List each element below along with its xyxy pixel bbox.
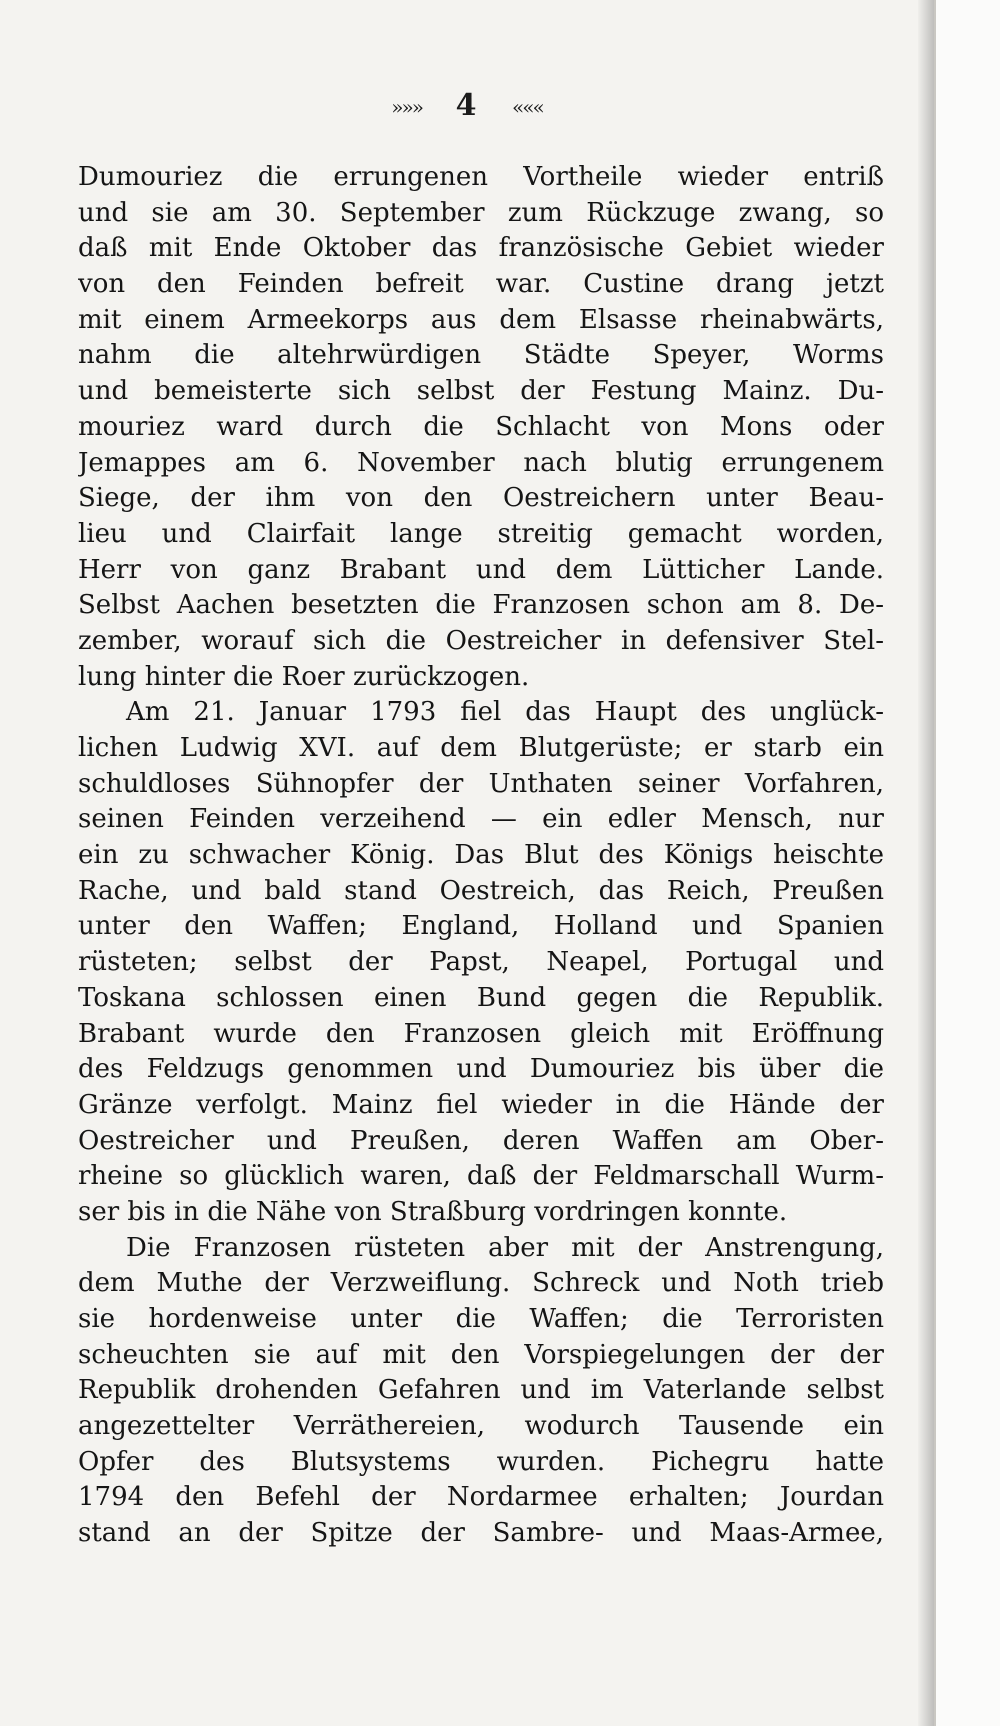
text-line: lung hinter die Roer zurückzogen.	[78, 661, 530, 692]
text-line: ein zu schwacher König. Das Blut des Königs heischte	[78, 840, 884, 871]
text-line: schuldloses Sühnopfer der Unthaten seiner Vorfahren,	[78, 768, 884, 799]
text-line: unter den Waffen; England, Holland und Spanien	[78, 911, 884, 942]
text-line: Toskana schlossen einen Bund gegen die Republik.	[78, 982, 884, 1013]
text-line: rheine so glücklich waren, daß der Feldmarschall Wurm-	[78, 1161, 884, 1192]
text-line: 1794 den Befehl der Nordarmee erhalten; Jourdan	[78, 1482, 884, 1513]
text-line: angezettelter Verräthereien, wodurch Tausende ein	[78, 1411, 884, 1442]
ornament-left: »»»	[391, 95, 423, 119]
text-line: zember, worauf sich die Oestreicher in defensiver Stel-	[78, 625, 884, 656]
text-line: rüsteten; selbst der Papst, Neapel, Portugal und	[78, 947, 884, 978]
text-line: Am 21. Januar 1793 fiel das Haupt des unglück-	[126, 697, 884, 728]
text-line: Rache, und bald stand Oestreich, das Reich, Preußen	[78, 875, 884, 906]
text-line: Herr von ganz Brabant und dem Lütticher Lande.	[78, 554, 884, 585]
text-line: lichen Ludwig XVI. auf dem Blutgerüste; er starb ein	[78, 733, 884, 763]
ornament-right: «««	[511, 95, 543, 119]
text-line: stand an der Spitze der Sambre- und Maas-Armee,	[78, 1518, 884, 1549]
text-line: von den Feinden befreit war. Custine drang jetzt	[78, 269, 884, 300]
text-line: Republik drohenden Gefahren und im Vaterlande selbst	[78, 1375, 884, 1406]
text-line: nahm die altehrwürdigen Städte Speyer, Worms	[78, 340, 884, 371]
text-line: Die Franzosen rüsteten aber mit der Anstrengung,	[126, 1232, 884, 1263]
text-line: Oestreicher und Preußen, deren Waffen am Ober-	[78, 1125, 884, 1156]
text-line: mit einem Armeekorps aus dem Elsasse rheinabwärts,	[78, 304, 884, 335]
text-line: Dumouriez die errungenen Vortheile wieder entriß	[78, 162, 884, 192]
page-header	[0, 88, 934, 123]
text-line: des Feldzugs genommen und Dumouriez bis über die	[78, 1054, 884, 1085]
text-line: Siege, der ihm von den Oestreichern unter Beau-	[78, 483, 884, 514]
text-line: Selbst Aachen besetzten die Franzosen schon am 8. De-	[78, 590, 884, 621]
body-text	[78, 160, 884, 1552]
text-line: dem Muthe der Verzweiflung. Schreck und Noth trieb	[78, 1268, 884, 1299]
text-line: und sie am 30. September zum Rückzuge zwang, so	[78, 197, 884, 228]
text-line: scheuchten sie auf mit den Vorspiegelungen der der	[78, 1339, 884, 1370]
text-line: Gränze verfolgt. Mainz fiel wieder in die Hände der	[78, 1089, 884, 1120]
text-line: ser bis in die Nähe von Straßburg vordringen konnte.	[78, 1196, 788, 1227]
text-line: sie hordenweise unter die Waffen; die Terroristen	[78, 1304, 884, 1334]
text-line: lieu und Clairfait lange streitig gemacht worden,	[78, 518, 884, 549]
adjacent-page-edge	[934, 0, 1000, 1726]
page-edge-shadow	[918, 0, 934, 1726]
text-line: Brabant wurde den Franzosen gleich mit Eröffnung	[78, 1018, 884, 1049]
text-line: mouriez ward durch die Schlacht von Mons oder	[78, 411, 884, 442]
text-line: und bemeisterte sich selbst der Festung Mainz. Du-	[78, 376, 884, 407]
text-line: Jemappes am 6. November nach blutig errungenem	[78, 447, 884, 478]
text-line: Opfer des Blutsystems wurden. Pichegru hatte	[78, 1446, 884, 1477]
text-line: seinen Feinden verzeihend — ein edler Mensch, nur	[78, 804, 884, 835]
page-number: 4	[455, 88, 479, 123]
text-line: daß mit Ende Oktober das französische Gebiet wieder	[78, 233, 884, 264]
